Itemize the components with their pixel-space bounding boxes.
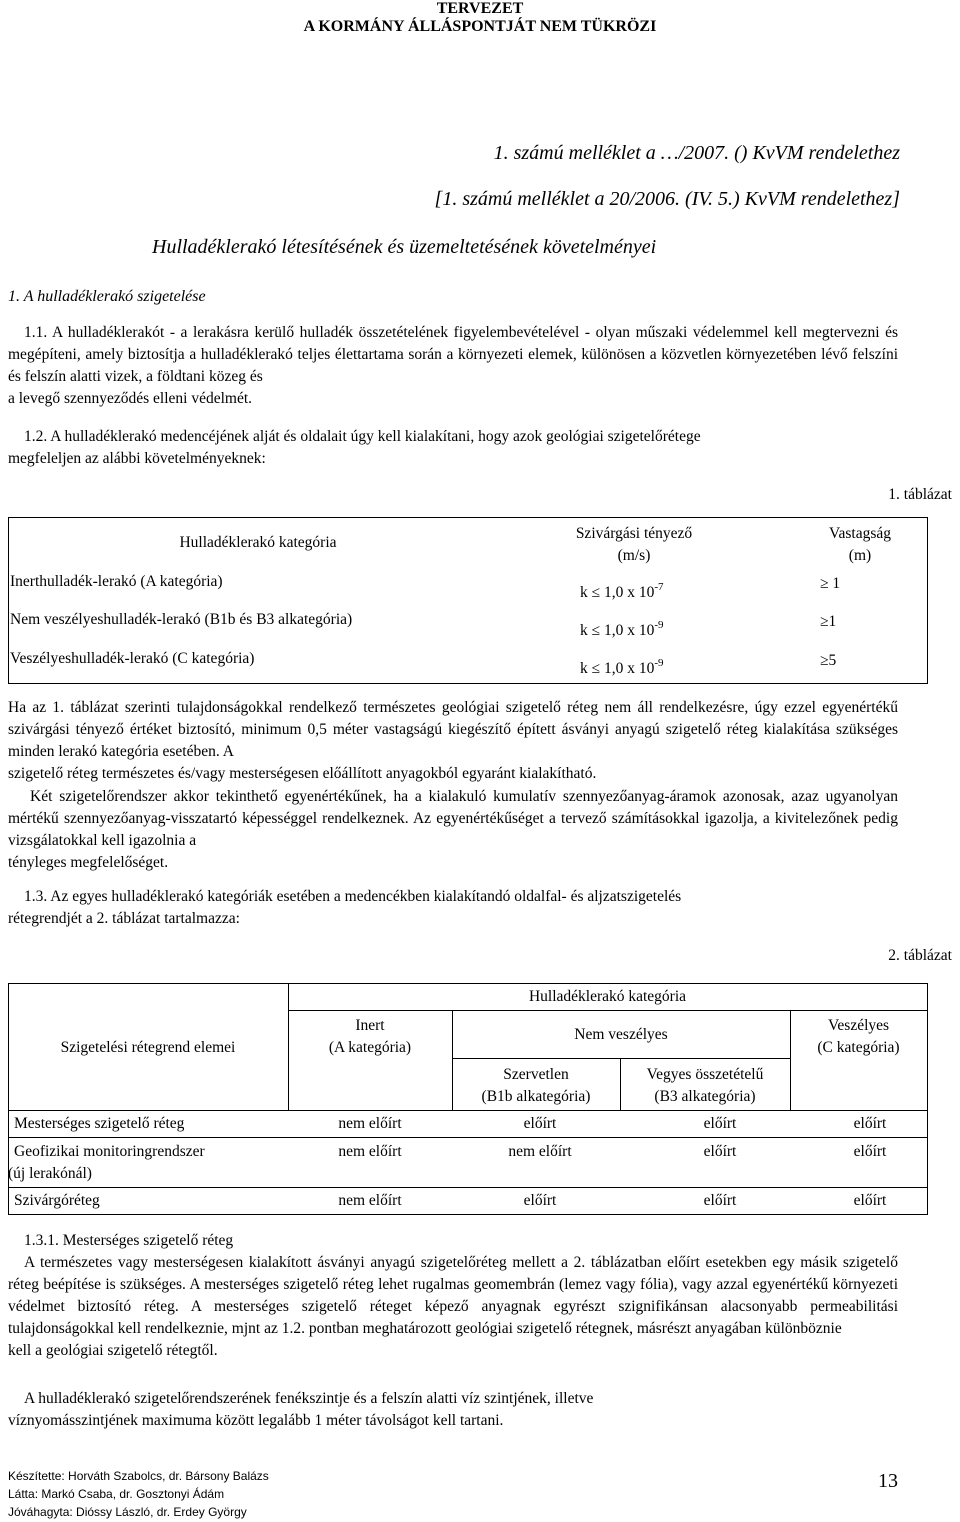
table2-row-2-name: Geofizikai monitoringrendszer (14, 1143, 205, 1160)
table1-row-3-thickness: ≥5 (820, 652, 837, 669)
annex-title: Hulladéklerakó létesítésének és üzemeltetésének követelményei (152, 236, 657, 258)
table1-header-thickness: Vastagság (829, 525, 891, 542)
table2-row-1-inert: nem előírt (338, 1115, 402, 1132)
annex-reference: 1. számú melléklet a …/2007. () KvVM rendelethez (493, 142, 900, 164)
footer-reviewed-by: Látta: Markó Csaba, dr. Gosztonyi Ádám (8, 1487, 225, 1501)
table1-row-2-category: Nem veszélyeshulladék-lerakó (B1b és B3 alkategória) (10, 611, 353, 628)
table2-row-2-mixed: előírt (703, 1143, 737, 1160)
table2-header-hazardous: Veszélyes (827, 1017, 890, 1034)
table1-row-3-category: Veszélyeshulladék-lerakó (C kategória) (10, 650, 255, 667)
table1-row-2-perm: k ≤ 1,0 x $10^{-9}$ (580, 619, 664, 639)
table2-row-2-hazardous: előírt (853, 1143, 887, 1160)
table1-row-3-perm: k ≤ 1,0 x $10^{-9}$ (580, 657, 664, 677)
table1-row-1-category: Inerthulladék-lerakó (A kategória) (10, 573, 223, 590)
table2-row-2-name-note: (új lerakónál) (8, 1165, 92, 1182)
table2-header-mixed-cat: (B3 alkategória) (654, 1088, 756, 1105)
paragraph-1-3: 1.3. Az egyes hulladéklerakó kategóriák esetében a medencékben kialakítandó oldalfal- és aljzatszigetelés rétegrendjét a 2. táblázat tartalmazza: (8, 888, 682, 927)
subsection-title: 1.3.1. Mesterséges szigetelő réteg (24, 1232, 234, 1249)
table2-row-3-mixed: előírt (703, 1192, 737, 1209)
table2-row-2-inert: nem előírt (338, 1143, 402, 1160)
table2-row-3-inert: nem előírt (338, 1192, 402, 1209)
table2-row-3-hazardous: előírt (853, 1192, 887, 1209)
table2-header-category: Hulladéklerakó kategória (528, 988, 687, 1005)
paragraph-equivalent-layer: Ha az 1. táblázat szerinti tulajdonságokkal rendelkező természetes geológiai szigetelő réteg nem áll rendelkezésre, úgy ezzel egyenértékű szivárgási tényező értéket biztosító, minimum 0,5 méter vastagságú kiegészítő épített ásványi anyagú szigetelő réteg kialakítása szükséges minden lerakó kategória esetében. A szigetelő réteg természetes és/vagy mesterségesen előállított anyagokból egyaránt kialakítható. (8, 699, 898, 782)
table2-row-1-inorganic: előírt (523, 1115, 557, 1132)
table2-header-inorganic-cat: (B1b alkategória) (481, 1088, 591, 1105)
table2-row-1-hazardous: előírt (853, 1115, 887, 1132)
paragraph-1-1-last: a levegő szennyeződés elleni védelmét. (8, 390, 253, 407)
draft-disclaimer: A KORMÁNY ÁLLÁSPONTJÁT NEM TÜKRÖZI (303, 18, 657, 35)
footer-prepared-by: Készítette: Horváth Szabolcs, dr. Bársony Balázs (8, 1469, 269, 1483)
annex-reference-original: [1. számú melléklet a 20/2006. (IV. 5.) KvVM rendelethez] (434, 188, 900, 210)
table2-header-inert-cat: (A kategória) (328, 1039, 412, 1056)
footer-approved-by: Jóváhagyta: Dióssy László, dr. Erdey György (8, 1505, 247, 1519)
paragraph-1-1 (8, 322, 898, 410)
paragraph-artificial-layer: A természetes vagy mesterségesen kialakított ásványi anyagú szigetelőréteg mellett a 2. táblázatban előírt esetekben egy másik szigetelő réteg beépítése is szükséges. A mesterséges szigetelő réteg lehet rugalmas geomembrán (lemez vagy fólia), vagy azzal egyenértékű környezeti védelmet biztosító réteg. A mesterséges szigetelő réteget képező anyagnak egyrészt szignifikánsan alacsonyabb permeabilitási tulajdonságokkal kell rendelkeznie, mjnt az 1.2. pontban meghatározott geológiai szigetelő rétegnek, másrészt anyagában különböznie kell a geológiai szigetelő rétegtől. (8, 1254, 898, 1359)
table2-header-mixed: Vegyes összetételű (646, 1066, 764, 1083)
table1-header-perm-unit: (m/s) (617, 547, 651, 564)
table2-row-2-inorganic: nem előírt (508, 1143, 572, 1160)
table2-header-elements: Szigetelési rétegrend elemei (60, 1039, 236, 1056)
table2-header-nonhazardous: Nem veszélyes (574, 1026, 668, 1043)
page-number: 13 (878, 1470, 898, 1492)
table1-row-2-thickness: ≥1 (820, 613, 837, 630)
paragraph-1-1-body: 1.1. A hulladéklerakót - a lerakásra kerülő hulladék összetételének figyelembevételével - olyan műszaki védelemmel kell megtervezni és megépíteni, amely biztosítja a hulladéklerakó teljes élettartama során a környezeti elemek, különösen a közvetlen környezetében lévő felszíni és felszín alatti vizek, a földtani közeg és (8, 324, 898, 385)
paragraph-groundwater-distance: A hulladéklerakó szigetelőrendszerének fenékszintje és a felszín alatti víz szintjének, illetve víznyomásszintjének maximuma között legalább 1 méter távolságot kell tartani. (8, 1390, 594, 1429)
table1-header-perm: Szivárgási tényező (575, 525, 693, 542)
table1-header-thickness-unit: (m) (848, 547, 872, 564)
paragraph-1-2-body: 1.2. A hulladéklerakó medencéjének alját és oldalait úgy kell kialakítani, hogy azok geológiai szigetelőrétege (24, 428, 701, 445)
table1-header-category: Hulladéklerakó kategória (179, 534, 337, 551)
paragraph-equivalence: Két szigetelőrendszer akkor tekinthető egyenértékűnek, ha a kialakuló kumulatív szennyezőanyag-áramok azonosak, azaz ugyanolyan mértékű szennyezőanyag-visszatartó képességgel rendelkeznek. Az egyenértékűséget a tervező számításokkal igazolja, a kivitelezőnek pedig vizsgálatokkal kell igazolnia a tényleges megfelelőséget. (8, 788, 898, 871)
paragraph-1-2-last: megfeleljen az alábbi követelményeknek: (8, 450, 266, 467)
table2-header-hazardous-cat: (C kategória) (817, 1039, 900, 1056)
table2-row-1-mixed: előírt (703, 1115, 737, 1132)
table1-row-1-perm: k ≤ 1,0 x $10^{-7}$ (580, 581, 664, 601)
table2-row-1-name: Mesterséges szigetelő réteg (14, 1115, 185, 1132)
table2-header-inert: Inert (355, 1017, 385, 1034)
table1-caption: 1. táblázat (888, 486, 952, 503)
table2-caption: 2. táblázat (888, 947, 952, 964)
table2-row-3-name: Szivárgóréteg (14, 1192, 100, 1209)
paragraph-1-2 (8, 426, 898, 470)
table2-header-inorganic: Szervetlen (503, 1066, 569, 1083)
section-title: 1. A hulladéklerakó szigetelése (8, 288, 206, 305)
draft-label: TERVEZET (436, 0, 524, 17)
table2-row-3-inorganic: előírt (523, 1192, 557, 1209)
table1-row-1-thickness: ≥ 1 (820, 575, 841, 592)
